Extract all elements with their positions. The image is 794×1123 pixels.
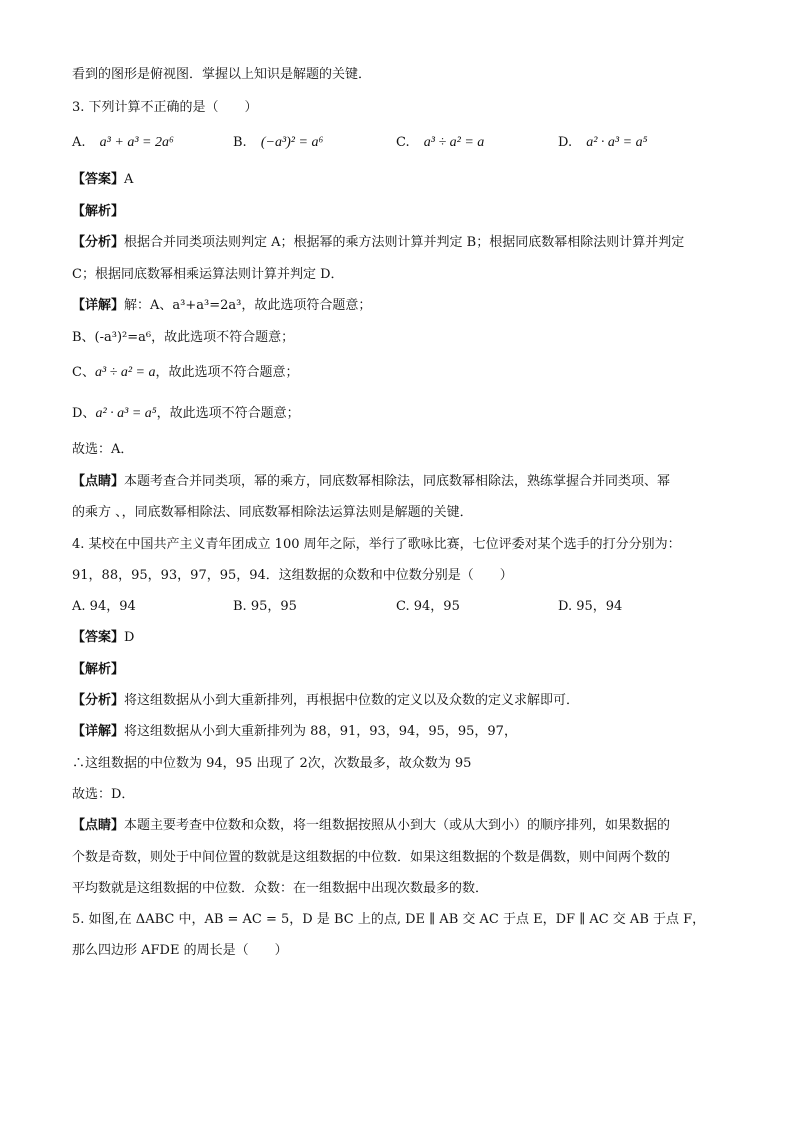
q3-fenxi-line-2: C；根据同底数幂相乘运算法则计算并判定 D． [72, 267, 344, 282]
q4-stem-line-1: 4. 某校在中国共产主义青年团成立 100 周年之际，举行了歌咏比赛，七位评委对某个选手的打分分别为： [72, 537, 681, 552]
q3-option-c-math: a³ ÷ a² = a [423, 135, 485, 150]
q3-detail-line-4: D、a² · a³ = a⁵，故此选项不符合题意； [72, 406, 300, 421]
q3-detail-line-3: C、a³ ÷ a² = a，故此选项不符合题意； [72, 365, 299, 380]
detail-tag: 【详解】 [72, 298, 125, 313]
q4-dianjing-line-1: 【点睛】本题主要考查中位数和众数，将一组数据按照从小到大（或从大到小）的顺序排列，如果数据的 [72, 818, 671, 833]
q3-dianjing-line-1: 【点睛】本题考查合并同类项，幂的乘方，同底数幂相除法，同底数幂相除法，熟练掌握合并同类项、幂 [72, 474, 671, 489]
q4-detail-line-1: 【详解】将这组数据从小到大重新排列为 88，91，93，94，95，95，97， [72, 724, 517, 739]
q3-option-d[interactable]: D. a² · a³ = a⁵ [558, 135, 648, 150]
q3-answer [72, 171, 133, 189]
q3-option-b-math: (−a³)² = a⁶ [260, 135, 324, 150]
q3-fenxi-line-1: 【分析】根据合并同类项法则判定 A；根据幂的乘方法则计算并判定 B；根据同底数幂相除法则计算并判定 [72, 235, 685, 250]
q4-dianjing-line-3: 平均数就是这组数据的中位数．众数：在一组数据中出现次数最多的数． [72, 881, 489, 896]
answer-value: D [124, 630, 135, 645]
q4-option-d[interactable]: D. 95，94 [558, 599, 623, 614]
q4-option-a[interactable]: A. 94，94 [72, 599, 136, 614]
q3-option-a[interactable]: A. a³ + a³ = 2a⁶ [72, 135, 174, 150]
q4-option-c[interactable]: C. 94，95 [396, 599, 460, 614]
q3-choose: 故选：A． [72, 442, 134, 457]
q3-option-d-math: a² · a³ = a⁵ [586, 135, 648, 150]
q4-stem-line-2: 91，88，95，93，97，95，94．这组数据的众数和中位数分别是（ ） [72, 568, 513, 583]
answer-value: A [124, 172, 134, 187]
q3-option-c[interactable]: C. a³ ÷ a² = a [396, 135, 485, 150]
q3-analysis-heading: 【解析】 [72, 204, 125, 219]
top-line: 看到的图形是俯视图．掌握以上知识是解题的关键． [72, 67, 372, 82]
q4-option-b[interactable]: B. 95，95 [233, 599, 297, 614]
q4-choose: 故选：D． [72, 787, 135, 802]
q4-fenxi: 【分析】将这组数据从小到大重新排列，再根据中位数的定义以及众数的定义求解即可． [72, 693, 580, 708]
q3-detail-line-1: 【详解】解：A、a³+a³=2a³，故此选项符合题意； [72, 298, 372, 313]
q3-dianjing-line-2: 的乘方 、，同底数幂相除法、同底数幂相除法运算法则是解题的关键． [72, 505, 473, 520]
q4-answer: 【答案】D [72, 630, 135, 645]
q3-detail-line-2: B、(-a³)²=a⁶，故此选项不符合题意； [72, 330, 295, 345]
q5-stem-line-2: 那么四边形 AFDE 的周长是（ ） [72, 943, 288, 958]
q3-option-a-math: a³ + a³ = 2a⁶ [99, 135, 174, 150]
q5-stem-line-1: 5. 如图,在 ΔABC 中，AB = AC = 5，D 是 BC 上的点, DE ∥ AB 交 AC 于点 E，DF ∥ AC 交 AB 于点 F， [72, 912, 706, 927]
q3-stem: 3. 下列计算不正确的是（ ） [72, 100, 258, 115]
q3-detail-3-math: a³ ÷ a² = a [94, 365, 156, 380]
q4-detail-line-2: ∴这组数据的中位数为 94，95 出现了 2次，次数最多，故众数为 95 [72, 756, 472, 771]
q4-dianjing-line-2: 个数是奇数，则处于中间位置的数就是这组数据的中位数．如果这组数据的个数是偶数，则中间两个数的 [72, 850, 671, 865]
dianjing-tag: 【点睛】 [72, 474, 125, 489]
q3-detail-4-math: a² · a³ = a⁵ [95, 406, 157, 421]
q4-analysis-heading: 【解析】 [72, 662, 125, 677]
q3-option-b[interactable]: B. (−a³)² = a⁶ [233, 135, 324, 150]
fenxi-tag: 【分析】 [72, 235, 125, 250]
answer-tag: 【答案】 [72, 172, 125, 187]
